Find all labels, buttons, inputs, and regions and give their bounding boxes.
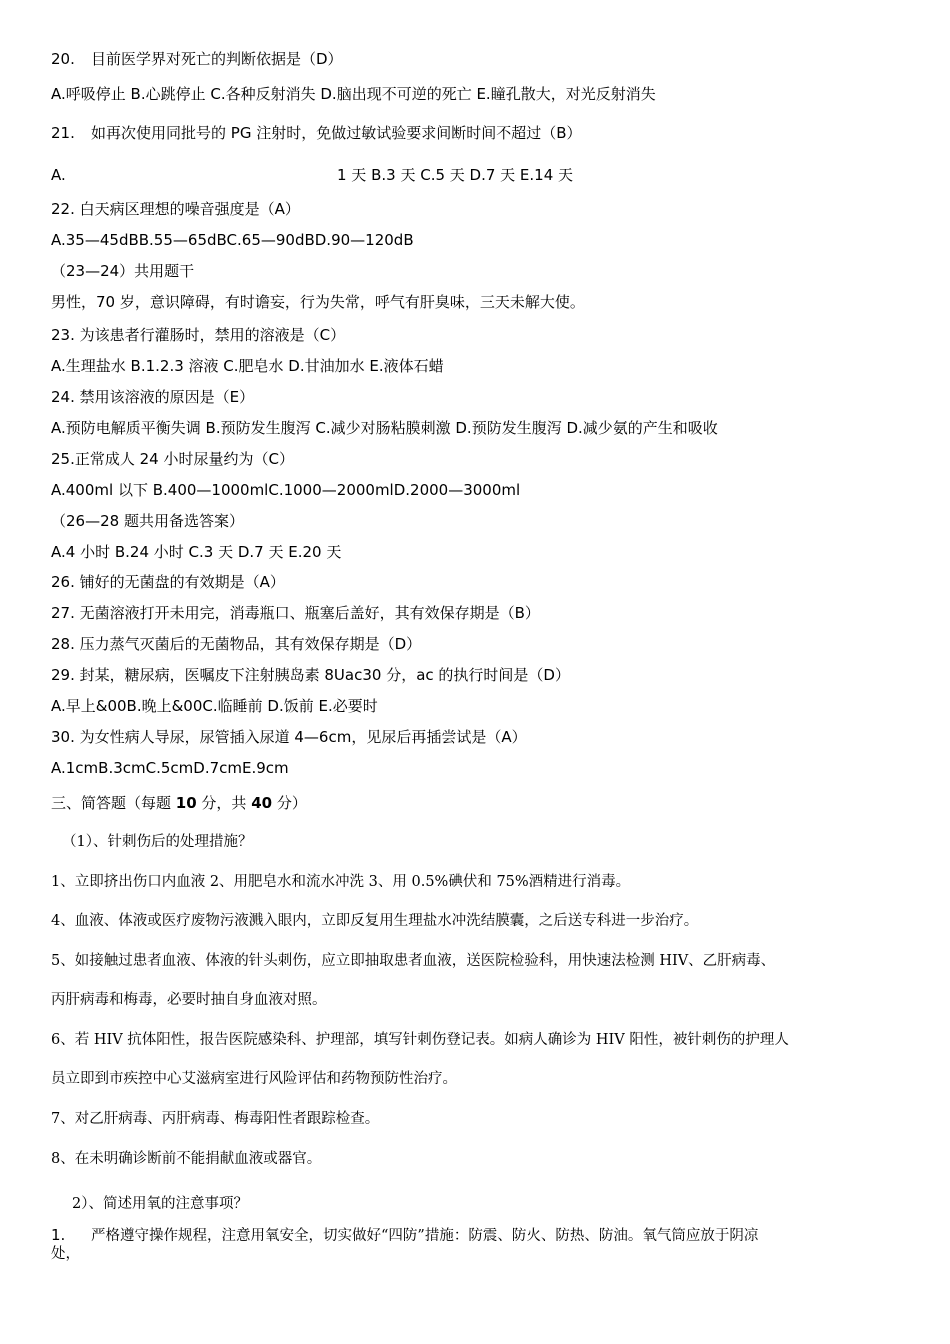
shared-options-26-28-title: （26—28 题共用备选答案） xyxy=(51,512,244,530)
answer-paragraph: 4、血液、体液或医疗废物污液溅入眼内，立即反复用生理盐水冲洗结膜囊，之后送专科进一步治疗。 xyxy=(51,913,699,929)
question-20-options: A.呼吸停止 B.心跳停止 C.各种反射消失 D.脑出现不可逆的死亡 E.瞳孔散大，对光反射消失 xyxy=(51,85,656,103)
total-points: 40 xyxy=(251,794,273,812)
item-text: 严格遵守操作规程，注意用氧安全，切实做好“四防”措施：防震、防火、防热、防油。氧气筒应放于阴凉 xyxy=(91,1228,759,1244)
question-23-options: A.生理盐水 B.1.2.3 溶液 C.肥皂水 D.甘油加水 E.液体石蜡 xyxy=(51,357,444,375)
question-27: 27. 无菌溶液打开未用完，消毒瓶口、瓶塞后盖好，其有效保存期是（B） xyxy=(51,604,540,622)
question-29: 29. 封某，糖尿病，医嘱皮下注射胰岛素 8Uac30 分，ac 的执行时间是（D） xyxy=(51,666,570,684)
question-28: 28. 压力蒸气灭菌后的无菌物品，其有效保存期是（D） xyxy=(51,635,422,653)
oxygen-note-1 xyxy=(51,1226,758,1245)
answer-paragraph: 8、在未明确诊断前不能捐献血液或器官。 xyxy=(51,1151,322,1167)
points-per-question: 10 xyxy=(175,794,197,812)
question-number: 21. xyxy=(51,124,75,142)
question-23: 23. 为该患者行灌肠时，禁用的溶液是（C） xyxy=(51,326,346,344)
section-heading-text: 三、简答题（每题 xyxy=(51,794,176,812)
answer-paragraph-continued: 员立即到市疾控中心艾滋病室进行风险评估和药物预防性治疗。 xyxy=(51,1071,457,1087)
question-29-options: A.早上&00B.晚上&00C.临睡前 D.饭前 E.必要时 xyxy=(51,697,378,715)
answer-paragraph: 7、对乙肝病毒、丙肝病毒、梅毒阳性者跟踪检查。 xyxy=(51,1111,380,1127)
question-22: 22. 白天病区理想的噪音强度是（A） xyxy=(51,200,300,218)
case-description: 男性，70 岁，意识障碍，有时谵妄，行为失常，呼气有肝臭味，三天未解大使。 xyxy=(51,293,585,311)
item-number: 1. xyxy=(51,1226,66,1244)
answer-paragraph: 1、立即挤出伤口内血液 2、用肥皂水和流水冲洗 3、用 0.5%碘伏和 75%酒精进行消毒。 xyxy=(51,874,631,890)
answer-paragraph: 5、如接触过患者血液、体液的针头刺伤，应立即抽取患者血液，送医院检验科，用快速法检测 HIV、乙肝病毒、 xyxy=(51,953,776,969)
answer-paragraph-continued: 丙肝病毒和梅毒，必要时抽自身血液对照。 xyxy=(51,992,327,1008)
shared-options-26-28: A.4 小时 B.24 小时 C.3 天 D.7 天 E.20 天 xyxy=(51,543,342,561)
section-3-heading xyxy=(51,794,307,812)
answer-paragraph: 6、若 HIV 抗体阳性，报告医院感染科、护理部，填写针刺伤登记表。如病人确诊为 HIV 阳性，被针刺伤的护理人 xyxy=(51,1032,789,1048)
subquestion-2-title: 2）、简述用氧的注意事项？ xyxy=(72,1196,248,1212)
subquestion-1-title: （1）、针刺伤后的处理措施？ xyxy=(62,834,253,850)
question-20 xyxy=(51,50,343,68)
options-text: 1 天 B.3 天 C.5 天 D.7 天 E.14 天 xyxy=(337,166,574,184)
question-21-options xyxy=(51,166,574,184)
question-21 xyxy=(51,124,582,142)
question-text: 目前医学界对死亡的判断依据是（D） xyxy=(91,50,343,68)
option-a-label: A. xyxy=(51,166,66,184)
oxygen-note-1-continued: 处， xyxy=(51,1246,80,1262)
shared-stem-23-24: （23—24）共用题干 xyxy=(51,262,195,280)
section-heading-text: 分） xyxy=(272,794,307,812)
question-24-options: A.预防电解质平衡失调 B.预防发生腹泻 C.减少对肠粘膜刺激 D.预防发生腹泻 D.减少氨的产生和吸收 xyxy=(51,419,718,437)
question-24: 24. 禁用该溶液的原因是（E） xyxy=(51,388,255,406)
question-30-options: A.1cmB.3cmC.5cmD.7cmE.9cm xyxy=(51,759,289,777)
question-26: 26. 铺好的无菌盘的有效期是（A） xyxy=(51,573,285,591)
question-30: 30. 为女性病人导尿，尿管插入尿道 4—6cm，见尿后再插尝试是（A） xyxy=(51,728,527,746)
question-25: 25.正常成人 24 小时尿量约为（C） xyxy=(51,450,294,468)
section-heading-text: 分，共 xyxy=(196,794,252,812)
question-number: 20. xyxy=(51,50,75,68)
question-text: 如再次使用同批号的 PG 注射时，免做过敏试验要求间断时间不超过（B） xyxy=(91,124,582,142)
question-22-options: A.35—45dBB.55—65dBC.65—90dBD.90—120dB xyxy=(51,231,414,249)
question-25-options: A.400ml 以下 B.400—1000mlC.1000—2000mlD.2000—3000ml xyxy=(51,481,521,499)
